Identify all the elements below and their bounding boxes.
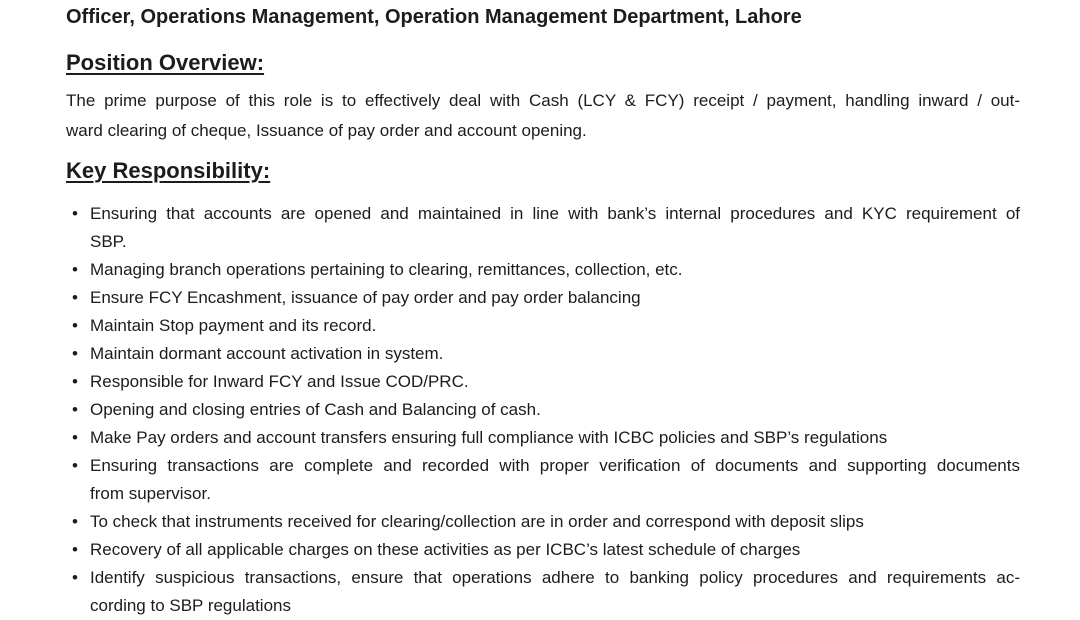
bullet-icon: • [72,372,78,391]
bullet-icon: • [72,512,78,531]
list-item [66,508,1020,536]
bullet-line: Make Pay orders and account transfers ensuring full compliance with ICBC policies and SBP’s regulations [90,428,888,447]
paragraph-line: The prime purpose of this role is to effectively deal with Cash (LCY & FCY) receipt / payment, handling inward / out- [66,91,1020,110]
list-item [66,200,1020,256]
bullet-line: Maintain Stop payment and its record. [90,316,377,335]
bullet-text [90,284,1020,312]
list-item [66,424,1020,452]
position-overview-paragraph [66,86,1020,146]
list-item [66,256,1020,284]
bullet-text [90,508,1020,536]
bullet-line: Ensuring transactions are complete and recorded with proper verification of documents and supporting documents [90,456,1020,475]
bullet-icon: • [72,260,78,279]
bullet-text [90,536,1020,564]
list-item [66,312,1020,340]
list-item [66,284,1020,312]
section-heading-position-overview: Position Overview: [66,50,265,75]
bullet-icon: • [72,568,78,587]
bullet-icon: • [72,204,78,223]
bullet-text [90,256,1020,284]
list-item [66,396,1020,424]
bullet-line: Recovery of all applicable charges on these activities as per ICBC’s latest schedule of charges [90,540,801,559]
job-title: Officer, Operations Management, Operation Management Department, Lahore [66,6,802,28]
bullet-line: Maintain dormant account activation in system. [90,344,444,363]
bullet-text [90,396,1020,424]
list-item [66,340,1020,368]
bullet-line: Opening and closing entries of Cash and Balancing of cash. [90,400,541,419]
list-item [66,368,1020,396]
bullet-line: Ensuring that accounts are opened and maintained in line with bank’s internal procedures and KYC requirement of [90,204,1020,223]
document-page [0,4,1080,620]
bullet-text [90,312,1020,340]
bullet-line: Managing branch operations pertaining to clearing, remittances, collection, etc. [90,260,683,279]
bullet-line: Responsible for Inward FCY and Issue COD/PRC. [90,372,469,391]
bullet-line: cording to SBP regulations [90,596,291,615]
bullet-icon: • [72,344,78,363]
bullet-icon: • [72,316,78,335]
bullet-text [90,424,1020,452]
bullet-icon: • [72,456,78,475]
bullet-text [90,340,1020,368]
bullet-icon: • [72,540,78,559]
bullet-line: SBP. [90,232,127,251]
bullet-line: Ensure FCY Encashment, issuance of pay order and pay order balancing [90,288,641,307]
bullet-text [90,452,1020,508]
list-item [66,452,1020,508]
bullet-icon: • [72,288,78,307]
section-heading-key-responsibility: Key Responsibility: [66,158,271,183]
bullet-text [90,368,1020,396]
paragraph-line: ward clearing of cheque, Issuance of pay order and account opening. [66,121,587,140]
list-item [66,564,1020,620]
bullet-icon: • [72,400,78,419]
bullet-line: from supervisor. [90,484,211,503]
list-item [66,536,1020,564]
bullet-text [90,564,1020,620]
responsibility-list [66,200,1020,620]
bullet-icon: • [72,428,78,447]
bullet-line: To check that instruments received for clearing/collection are in order and correspond with deposit slips [90,512,864,531]
bullet-text [90,200,1020,256]
bullet-line: Identify suspicious transactions, ensure that operations adhere to banking policy procedures and requirements ac- [90,568,1020,587]
